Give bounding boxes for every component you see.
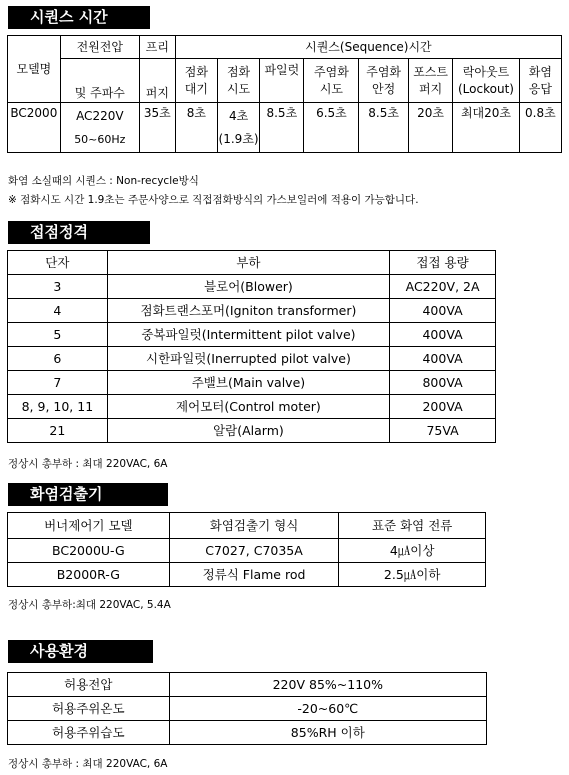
table-row (8, 371, 496, 395)
cell-terminal: 5 (8, 323, 108, 347)
table-row (8, 539, 486, 563)
table-row (8, 673, 487, 697)
col-capacity: 접접 용량 (390, 251, 496, 275)
col-purge-1: 프리 (139, 36, 175, 59)
col-flame-current: 표준 화염 전류 (339, 513, 486, 539)
note-total-load-2: 정상시 총부하:최대 220VAC, 5.4A (8, 599, 171, 611)
note-total-load-3: 정상시 총부하 : 최대 220VAC, 6A (8, 758, 168, 770)
col-flame-response: 화염 응답 (519, 59, 561, 103)
cell-burner-model: B2000R-G (8, 563, 170, 587)
col-lockout: 락아웃트 (Lockout) (453, 59, 519, 103)
section-title-flame-detector: 화염검출기 (8, 483, 168, 506)
cell-capacity: 400VA (390, 323, 496, 347)
cell-main-trial: 6.5초 (304, 103, 359, 153)
col-main-stable: 주염화 안정 (359, 59, 409, 103)
cell-terminal: 3 (8, 275, 108, 299)
cell-flame-current: 2.5㎂이하 (339, 563, 486, 587)
cell-terminal: 6 (8, 347, 108, 371)
cell-env-value: 220V 85%~110% (169, 673, 486, 697)
note-recycle: 화염 소실때의 시퀀스 : Non-recycle방식 (8, 175, 199, 187)
col-pilot: 파일럿 (260, 59, 304, 103)
cell-load: 제어모터(Control moter) (107, 395, 389, 419)
cell-load: 점화트랜스포머(Igniton transformer) (107, 299, 389, 323)
cell-env-value: 85%RH 이하 (169, 721, 486, 745)
cell-capacity: 400VA (390, 299, 496, 323)
cell-lockout: 최대20초 (453, 103, 519, 153)
section-title-contact-rating: 접점정격 (8, 221, 150, 244)
table-row (8, 419, 496, 443)
cell-load: 중복파일럿(Intermittent pilot valve) (107, 323, 389, 347)
cell-power: AC220V 50~60Hz (60, 103, 139, 153)
table-row (8, 103, 562, 153)
table-row (8, 299, 496, 323)
cell-detector-type: 정류식 Flame rod (169, 563, 339, 587)
table-row (8, 395, 496, 419)
cell-load: 주밸브(Main valve) (107, 371, 389, 395)
section-title-sequence: 시퀀스 시간 (8, 6, 150, 29)
sequence-table (7, 35, 562, 153)
col-post-purge: 포스트 퍼지 (408, 59, 452, 103)
cell-env-value: -20~60℃ (169, 697, 486, 721)
cell-flame-response: 0.8초 (519, 103, 561, 153)
cell-flame-current: 4㎂이상 (339, 539, 486, 563)
cell-capacity: 200VA (390, 395, 496, 419)
table-row (8, 563, 486, 587)
cell-terminal: 7 (8, 371, 108, 395)
cell-terminal: 8, 9, 10, 11 (8, 395, 108, 419)
col-model: 모델명 (8, 36, 61, 103)
cell-env-label: 허용주위온도 (8, 697, 170, 721)
cell-env-label: 허용전압 (8, 673, 170, 697)
col-burner-model: 버너제어기 모델 (8, 513, 170, 539)
note-total-load-1: 정상시 총부하 : 최대 220VAC, 6A (8, 458, 168, 470)
cell-load: 블로어(Blower) (107, 275, 389, 299)
cell-capacity: 800VA (390, 371, 496, 395)
cell-model: BC2000 (8, 103, 61, 153)
section-title-environment: 사용환경 (8, 640, 153, 663)
cell-env-label: 허용주위습도 (8, 721, 170, 745)
cell-ign-wait: 8초 (175, 103, 217, 153)
col-purge-2: 퍼지 (139, 59, 175, 103)
cell-pilot: 8.5초 (260, 103, 304, 153)
cell-terminal: 21 (8, 419, 108, 443)
cell-load: 알람(Alarm) (107, 419, 389, 443)
flame-detector-table (7, 512, 486, 587)
col-detector-type: 화염검출기 형식 (169, 513, 339, 539)
contact-table (7, 250, 496, 443)
cell-terminal: 4 (8, 299, 108, 323)
table-row (8, 275, 496, 299)
note-ignition: ※ 점화시도 시간 1.9초는 주문사양으로 직접점화방식의 가스보일러에 적용이 가능합니다. (8, 194, 419, 206)
cell-capacity: 400VA (390, 347, 496, 371)
table-row (8, 697, 487, 721)
cell-ign-trial: 4초 (1.9초) (217, 103, 259, 153)
col-load: 부하 (107, 251, 389, 275)
table-row (8, 323, 496, 347)
cell-main-stable: 8.5초 (359, 103, 409, 153)
cell-capacity: 75VA (390, 419, 496, 443)
cell-post-purge: 20초 (408, 103, 452, 153)
col-main-trial: 주염화 시도 (304, 59, 359, 103)
cell-capacity: AC220V, 2A (390, 275, 496, 299)
col-sequence-group: 시퀀스(Sequence)시간 (175, 36, 561, 59)
cell-load: 시한파일럿(Inerrupted pilot valve) (107, 347, 389, 371)
environment-table (7, 672, 487, 745)
table-row (8, 721, 487, 745)
cell-detector-type: C7027, C7035A (169, 539, 339, 563)
col-ign-trial: 점화 시도 (217, 59, 259, 103)
col-ign-wait: 점화 대기 (175, 59, 217, 103)
col-power-2: 및 주파수 (60, 59, 139, 103)
col-terminal: 단자 (8, 251, 108, 275)
cell-burner-model: BC2000U-G (8, 539, 170, 563)
table-row (8, 347, 496, 371)
cell-prepurge: 35초 (139, 103, 175, 153)
col-power-1: 전원전압 (60, 36, 139, 59)
